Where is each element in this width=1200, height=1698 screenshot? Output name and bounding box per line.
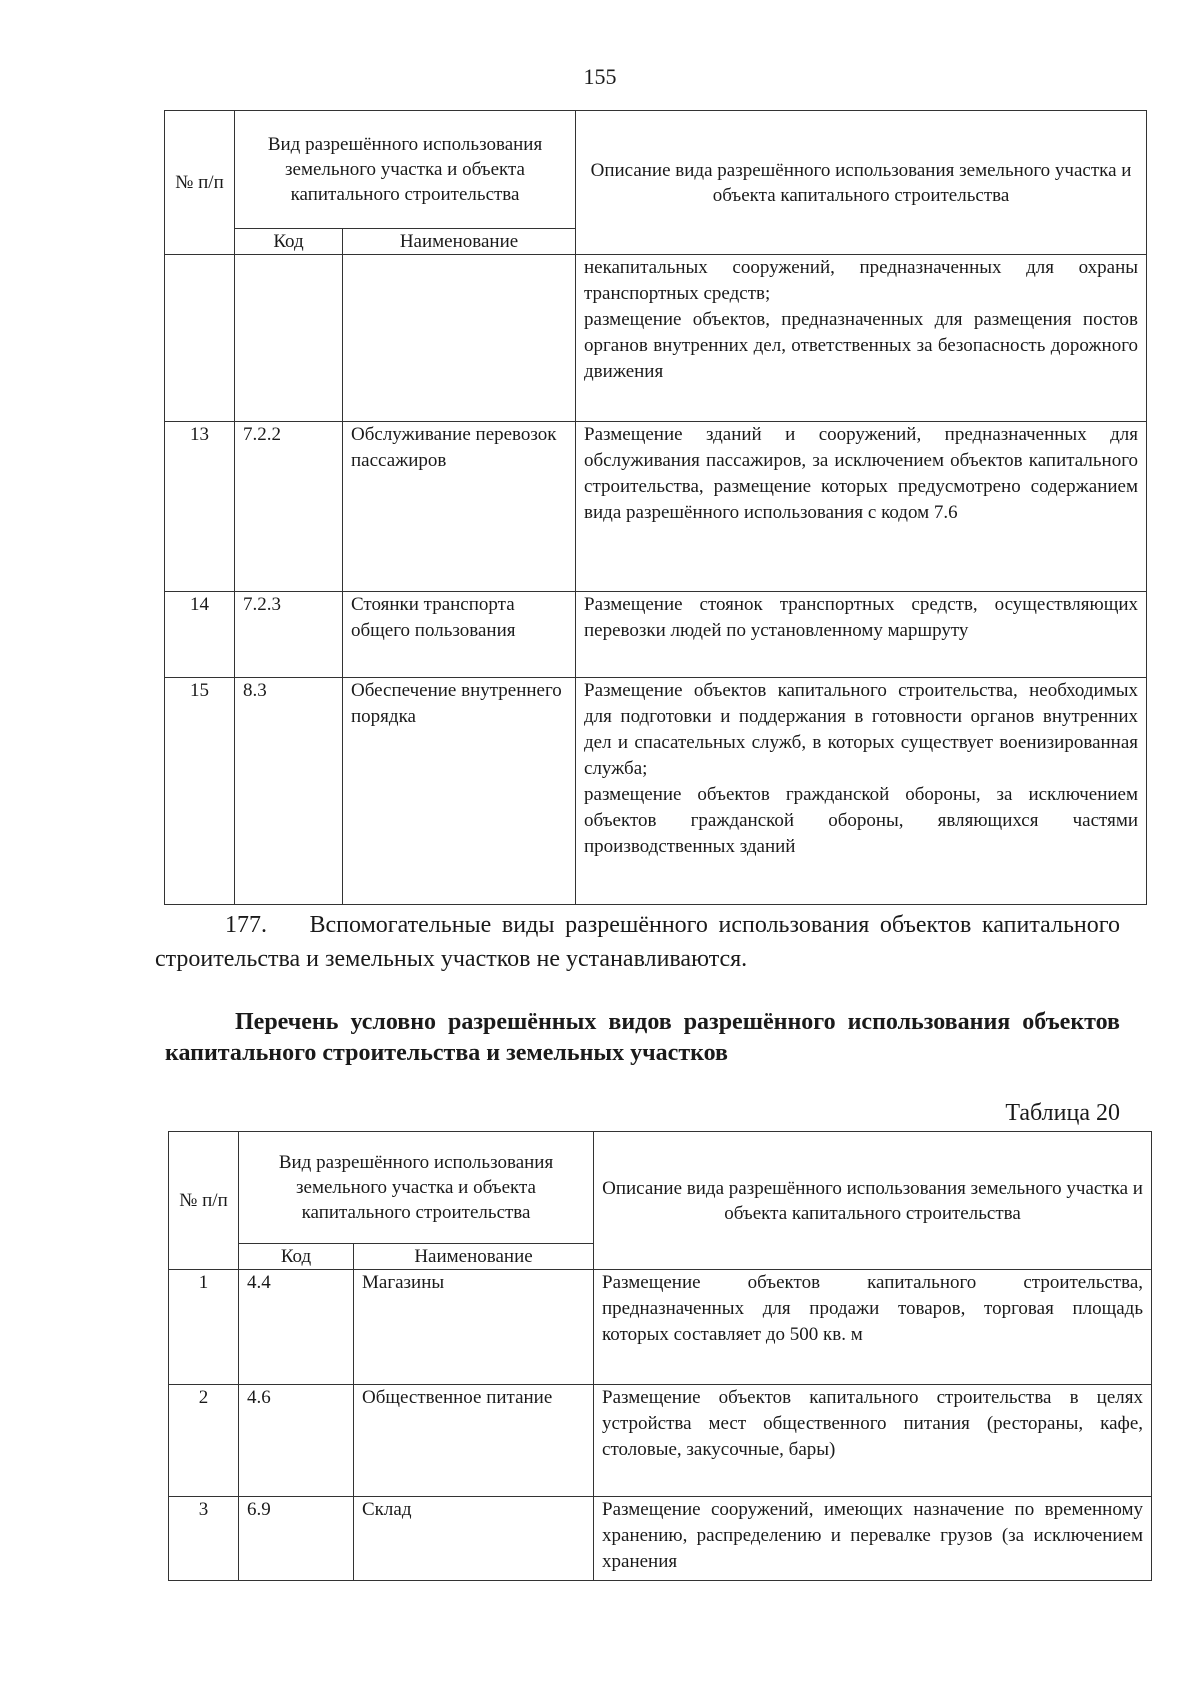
- description-line: размещение объектов, предназначенных для размещения постов органов внутренних дел, ответственных за безопасность дорожного движения: [584, 309, 1139, 382]
- table-row: [165, 592, 1147, 678]
- cell-num: 15: [165, 678, 235, 905]
- cell-description: Размещение сооружений, имеющих назначение по временному хранению, распределению и перевалке грузов (за исключением хранения: [594, 1497, 1152, 1581]
- header-description: Описание вида разрешённого использования земельного участка и объекта капитального строительства: [576, 111, 1147, 255]
- cell-num: 2: [169, 1385, 239, 1497]
- cell-num: 13: [165, 422, 235, 592]
- description-line: Размещение объектов капитального строительства, необходимых для подготовки и поддержания в готовности органов внутренних дел и спасательных служб, в которых существует военизированная служба;: [584, 680, 1139, 779]
- header-use-type: Вид разрешённого использования земельного участка и объекта капитального строительства: [239, 1132, 594, 1244]
- section-heading: [165, 1007, 1120, 1069]
- cell-name: Обеспечение внутреннего порядка: [343, 678, 576, 905]
- cell-description: [576, 255, 1147, 422]
- header-name: Наименование: [354, 1244, 594, 1270]
- cell-name: Магазины: [354, 1270, 594, 1385]
- header-use-type: Вид разрешённого использования земельного участка и объекта капитального строительства: [235, 111, 576, 229]
- page-number: 155: [583, 64, 617, 89]
- permitted-uses-table-continued: [164, 110, 1147, 905]
- cell-name: Обслуживание перевозок пассажиров: [343, 422, 576, 592]
- cell-code: 7.2.3: [235, 592, 343, 678]
- header-description: Описание вида разрешённого использования земельного участка и объекта капитального строительства: [594, 1132, 1152, 1270]
- table-row: [169, 1497, 1152, 1581]
- section-heading-text: Перечень условно разрешённых видов разрешённого использования объектов капитального строительства и земельных участков: [165, 1009, 1120, 1066]
- cell-name: Общественное питание: [354, 1385, 594, 1497]
- cell-description: [576, 678, 1147, 905]
- cell-code: 7.2.2: [235, 422, 343, 592]
- table-row: [165, 678, 1147, 905]
- cell-name: [343, 255, 576, 422]
- table-row: [165, 422, 1147, 592]
- description-line: размещение объектов гражданской обороны, за исключением объектов гражданской обороны, являющихся частями производственных зданий: [584, 784, 1139, 857]
- cell-num: 14: [165, 592, 235, 678]
- header-code: Код: [239, 1244, 354, 1270]
- header-name: Наименование: [343, 229, 576, 255]
- table-row: [169, 1385, 1152, 1497]
- header-num: № п/п: [165, 111, 235, 255]
- cell-num: [165, 255, 235, 422]
- table-row: [169, 1270, 1152, 1385]
- cell-name: Стоянки транспорта общего пользования: [343, 592, 576, 678]
- cell-description: Размещение зданий и сооружений, предназначенных для обслуживания пассажиров, за исключением объектов капитального строительства, размещение которых предусмотрено содержанием вида разрешённого использования с кодом 7.6: [576, 422, 1147, 592]
- conditionally-permitted-uses-table: [168, 1131, 1152, 1581]
- paragraph-text: Вспомогательные виды разрешённого использования объектов капитального строительства и земельных участков не устанавливаются.: [155, 912, 1120, 972]
- cell-code: 4.6: [239, 1385, 354, 1497]
- cell-description: Размещение объектов капитального строительства в целях устройства мест общественного питания (рестораны, кафе, столовые, закусочные, бары): [594, 1385, 1152, 1497]
- paragraph-177: [155, 908, 1120, 976]
- paragraph-number: 177.: [225, 912, 267, 938]
- table-caption: Таблица 20: [1005, 1100, 1120, 1126]
- cell-code: 6.9: [239, 1497, 354, 1581]
- cell-code: 8.3: [235, 678, 343, 905]
- cell-description: Размещение стоянок транспортных средств, осуществляющих перевозки людей по установленному маршруту: [576, 592, 1147, 678]
- cell-name: Склад: [354, 1497, 594, 1581]
- header-num: № п/п: [169, 1132, 239, 1270]
- description-line: некапитальных сооружений, предназначенных для охраны транспортных средств;: [584, 257, 1139, 304]
- cell-num: 3: [169, 1497, 239, 1581]
- cell-num: 1: [169, 1270, 239, 1385]
- cell-code: [235, 255, 343, 422]
- cell-description: Размещение объектов капитального строительства, предназначенных для продажи товаров, торговая площадь которых составляет до 500 кв. м: [594, 1270, 1152, 1385]
- header-code: Код: [235, 229, 343, 255]
- table-row: [165, 255, 1147, 422]
- cell-code: 4.4: [239, 1270, 354, 1385]
